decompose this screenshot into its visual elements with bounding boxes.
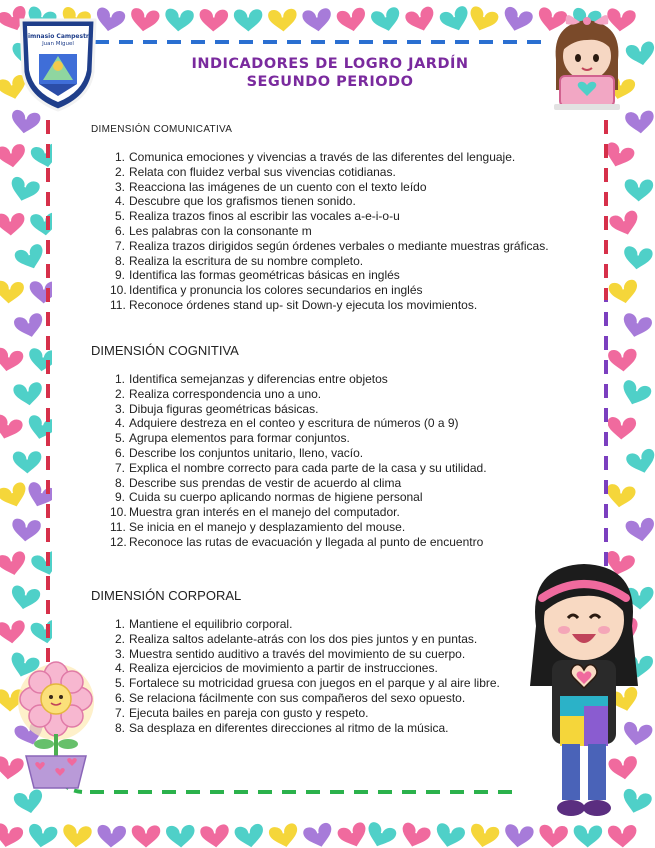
page-title: INDICADORES DE LOGRO JARDÍN bbox=[191, 56, 469, 72]
list-item: 1 . Identifica semejanzas y diferencias entre objetos bbox=[110, 372, 560, 387]
list-item: 4 . Descubre que los grafismos tienen sonido. bbox=[110, 194, 560, 209]
list-item: 9 . Cuida su cuerpo aplicando normas de higiene personal bbox=[110, 490, 560, 505]
list-item: 10 . Muestra gran interés en el manejo del computador. bbox=[110, 505, 560, 520]
page-subtitle: SEGUNDO PERIODO bbox=[246, 74, 414, 90]
list-item: 2 . Realiza correspondencia uno a uno. bbox=[110, 387, 560, 402]
list-item: 5 . Agrupa elementos para formar conjuntos. bbox=[110, 431, 560, 446]
list-item: 12 . Reconoce las rutas de evacuación y llegada al punto de encuentro bbox=[110, 535, 560, 550]
girl-with-laptop-illustration bbox=[546, 10, 628, 118]
logo-text-line2: Juan Miguel bbox=[42, 41, 74, 47]
girl-heart-hands-illustration bbox=[518, 556, 650, 822]
list-item: 3 . Reacciona las imágenes de un cuento con el texto leído bbox=[110, 180, 560, 195]
list-item: 6 . Les palabras con la consonante m bbox=[110, 224, 560, 239]
list-item: 3 . Dibuja figuras geométricas básicas. bbox=[110, 402, 560, 417]
list-item: 8 . Realiza la escritura de su nombre completo. bbox=[110, 254, 560, 269]
section-heading-cognitiva: DIMENSIÓN COGNITIVA bbox=[91, 343, 239, 358]
list-item: 1 . Mantiene el equilibrio corporal. bbox=[110, 617, 560, 632]
list-item: 1 . Comunica emociones y vivencias a través de las diferentes del lenguaje. bbox=[110, 150, 560, 165]
list-comunicativa bbox=[110, 150, 560, 313]
list-cognitiva bbox=[110, 372, 560, 550]
section-heading-corporal: DIMENSIÓN CORPORAL bbox=[91, 588, 242, 603]
list-item: 4 . Adquiere destreza en el conteo y escritura de números (0 a 9) bbox=[110, 416, 560, 431]
list-item: 2 . Relata con fluidez verbal sus vivencias cotidianas. bbox=[110, 165, 560, 180]
list-item: 10 . Identifica y pronuncia los colores secundarios en inglés bbox=[110, 283, 560, 298]
list-item: 11 . Se inicia en el manejo y desplazamiento del mouse. bbox=[110, 520, 560, 535]
list-item: 5 . Fortalece su motricidad gruesa con juegos en el parque y al aire libre. bbox=[110, 676, 560, 691]
list-corporal bbox=[110, 617, 560, 735]
school-crest-logo bbox=[17, 14, 99, 114]
list-item: 11 . Reconoce órdenes stand up- sit Down-y ejecuta los movimientos. bbox=[110, 298, 560, 313]
list-item: 5 . Realiza trazos finos al escribir las vocales a-e-i-o-u bbox=[110, 209, 560, 224]
list-item: 6 . Se relaciona fácilmente con sus compañeros del sexo opuesto. bbox=[110, 691, 560, 706]
flower-pot-illustration bbox=[10, 660, 102, 790]
list-item: 9 . Identifica las formas geométricas básicas en inglés bbox=[110, 268, 560, 283]
logo-text-line1: Gimnasio Campestre bbox=[23, 33, 93, 40]
section-heading-comunicativa: DIMENSIÓN COMUNICATIVA bbox=[91, 124, 233, 135]
list-item: 2 . Realiza saltos adelante-atrás con los dos pies juntos y en puntas. bbox=[110, 632, 560, 647]
list-item: 8 . Describe sus prendas de vestir de acuerdo al clima bbox=[110, 476, 560, 491]
list-item: 7 . Explica el nombre correcto para cada parte de la casa y su utilidad. bbox=[110, 461, 560, 476]
list-item: 7 . Realiza trazos dirigidos según órdenes verbales o mediante muestras gráficas. bbox=[110, 239, 560, 254]
list-item: 6 . Describe los conjuntos unitario, lleno, vacío. bbox=[110, 446, 560, 461]
list-item: 8 . Sa desplaza en diferentes direcciones al ritmo de la música. bbox=[110, 721, 560, 736]
list-item: 7 . Ejecuta bailes en pareja con gusto y respeto. bbox=[110, 706, 560, 721]
list-item: 4 . Realiza ejercicios de movimiento a partir de instrucciones. bbox=[110, 661, 560, 676]
list-item: 3 . Muestra sentido auditivo a través del movimiento de su cuerpo. bbox=[110, 647, 560, 662]
